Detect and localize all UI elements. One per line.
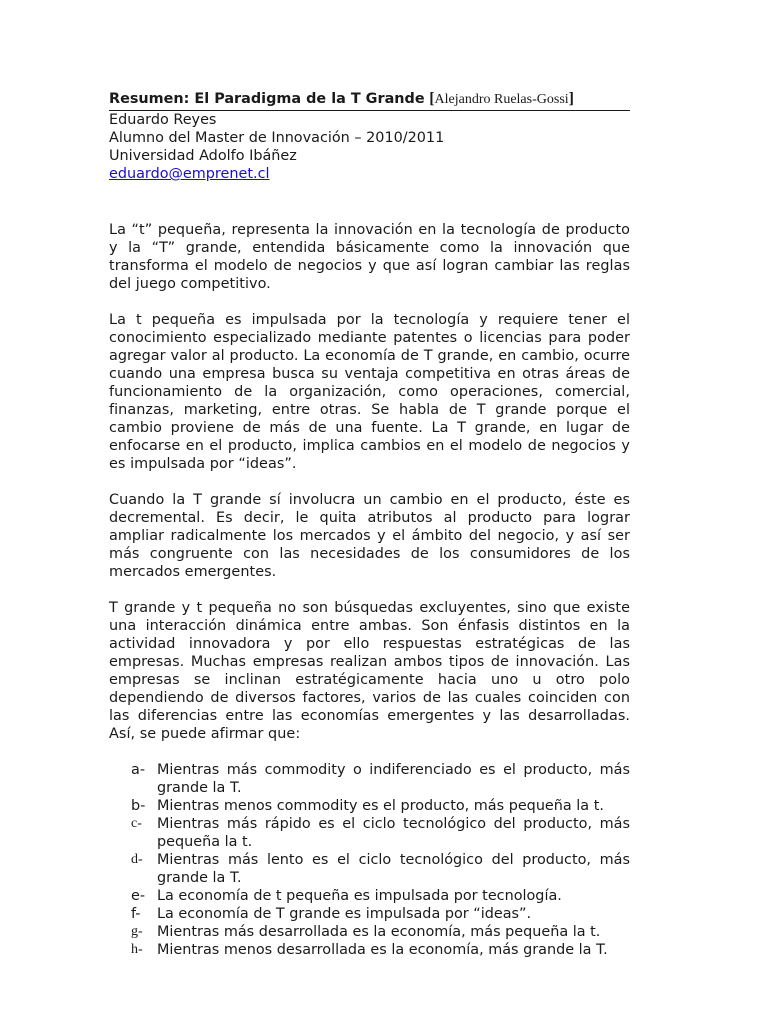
list-item-text: Mientras más lento es el ciclo tecnológico del producto, más grande la T. (157, 852, 630, 886)
list-item-text: Mientras más commodity o indiferenciado es el producto, más grande la T. (157, 762, 630, 796)
paragraph: T grande y t pequeña no son búsquedas excluyentes, sino que existe una interacción dinámica entre ambas. Son énfasis distintos en la actividad innovadora y por ello respuestas estratégicas de las empresas. Muchas empresas realizan ambos tipos de innovación. Las empresas se inclinan estratégicamente hacia uno u otro polo dependiendo de diversos factores, varios de las cuales coinciden con las diferencias entre las economías emergentes y las desarrolladas. Así, se puede afirmar que: (109, 600, 630, 742)
list-item (109, 887, 630, 905)
title-author: Alejandro Ruelas-Gossi (434, 92, 569, 107)
list-marker: h- (131, 942, 143, 957)
list-item (109, 923, 630, 941)
list-marker: f- (131, 906, 141, 922)
author-program: Alumno del Master de Innovación – 2010/2011 (109, 130, 445, 146)
email-link[interactable]: eduardo@emprenet.cl (109, 166, 270, 182)
list-item (109, 851, 630, 887)
paragraph: La t pequeña es impulsada por la tecnología y requiere tener el conocimiento especializado mediante patentes o licencias para poder agregar valor al producto. La economía de T grande, en cambio, ocurre cuando una empresa busca su ventaja competitiva en otras áreas de funcionamiento de la organización, como operaciones, comercial, finanzas, marketing, entre otras. Se habla de T grande porque el cambio proviene de más de una fuente. La T grande, en lugar de enfocarse en el producto, implica cambios en el modelo de negocios y es impulsada por “ideas”. (109, 312, 630, 472)
conclusions-list (109, 761, 630, 959)
list-item (109, 797, 630, 815)
list-marker: c- (131, 816, 142, 831)
list-marker: g- (131, 924, 143, 939)
author-university: Universidad Adolfo Ibáñez (109, 148, 297, 164)
paragraph: La “t” pequeña, representa la innovación en la tecnología de producto y la “T” grande, entendida básicamente como la innovación que transforma el modelo de negocios y que así logran cambiar las reglas del juego competitivo. (109, 222, 630, 292)
list-item (109, 941, 630, 959)
title-bracket-open: [ (429, 90, 435, 107)
list-item-text: Mientras menos desarrollada es la economía, más grande la T. (157, 942, 608, 958)
title-text: Resumen: El Paradigma de la T Grande (109, 91, 425, 107)
list-item (109, 905, 630, 923)
list-marker: d- (131, 852, 143, 867)
author-name: Eduardo Reyes (109, 112, 217, 128)
list-marker: a- (131, 762, 146, 778)
list-item-text: Mientras menos commodity es el producto, más pequeña la t. (157, 798, 604, 814)
list-item-text: Mientras más rápido es el ciclo tecnológico del producto, más pequeña la t. (157, 816, 630, 850)
list-item-text: La economía de T grande es impulsada por “ideas”. (157, 906, 532, 922)
author-block (109, 111, 630, 183)
title-bracket-close: ] (568, 90, 574, 107)
list-item (109, 815, 630, 851)
paragraph: Cuando la T grande sí involucra un cambio en el producto, éste es decremental. Es decir, le quita atributos al producto para lograr ampliar radicalmente los mercados y el ámbito del negocio, y así ser más congruente con las necesidades de los consumidores de los mercados emergentes. (109, 492, 630, 580)
list-marker: e- (131, 888, 146, 904)
list-item-text: La economía de t pequeña es impulsada por tecnología. (157, 888, 562, 904)
document-page (109, 90, 630, 959)
list-item-text: Mientras más desarrollada es la economía, más pequeña la t. (157, 924, 601, 940)
list-item (109, 761, 630, 797)
body-text (109, 221, 630, 959)
list-marker: b- (131, 798, 146, 814)
document-title (109, 90, 630, 111)
